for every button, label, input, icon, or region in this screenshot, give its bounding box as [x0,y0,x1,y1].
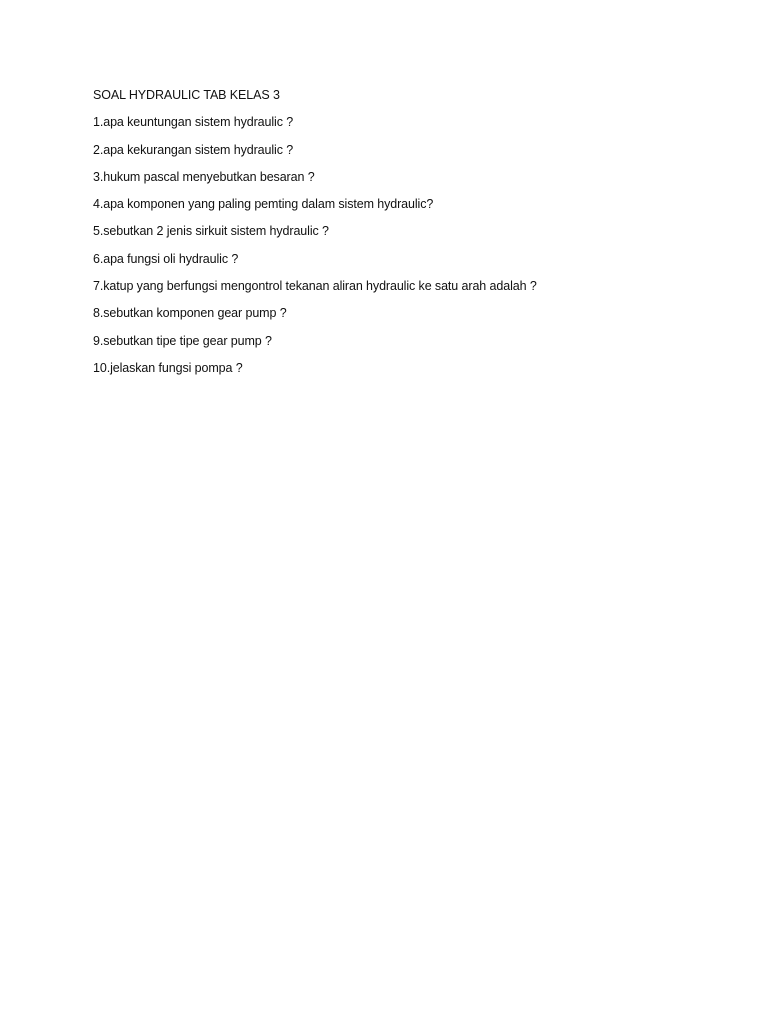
document-title: SOAL HYDRAULIC TAB KELAS 3 [93,88,280,102]
question-8: 8.sebutkan komponen gear pump ? [93,306,287,321]
question-3: 3.hukum pascal menyebutkan besaran ? [93,169,315,184]
question-4: 4.apa komponen yang paling pemting dalam sistem hydraulic? [93,197,434,212]
document-body [93,87,693,387]
question-6: 6.apa fungsi oli hydraulic ? [93,251,239,266]
question-9: 9.sebutkan tipe tipe gear pump ? [93,333,272,348]
question-10: 10.jelaskan fungsi pompa ? [93,360,243,375]
question-2: 2.apa kekurangan sistem hydraulic ? [93,142,294,157]
question-7: 7.katup yang berfungsi mengontrol tekanan aliran hydraulic ke satu arah adalah ? [93,279,537,294]
question-1: 1.apa keuntungan sistem hydraulic ? [93,115,294,130]
question-5: 5.sebutkan 2 jenis sirkuit sistem hydraulic ? [93,224,329,239]
